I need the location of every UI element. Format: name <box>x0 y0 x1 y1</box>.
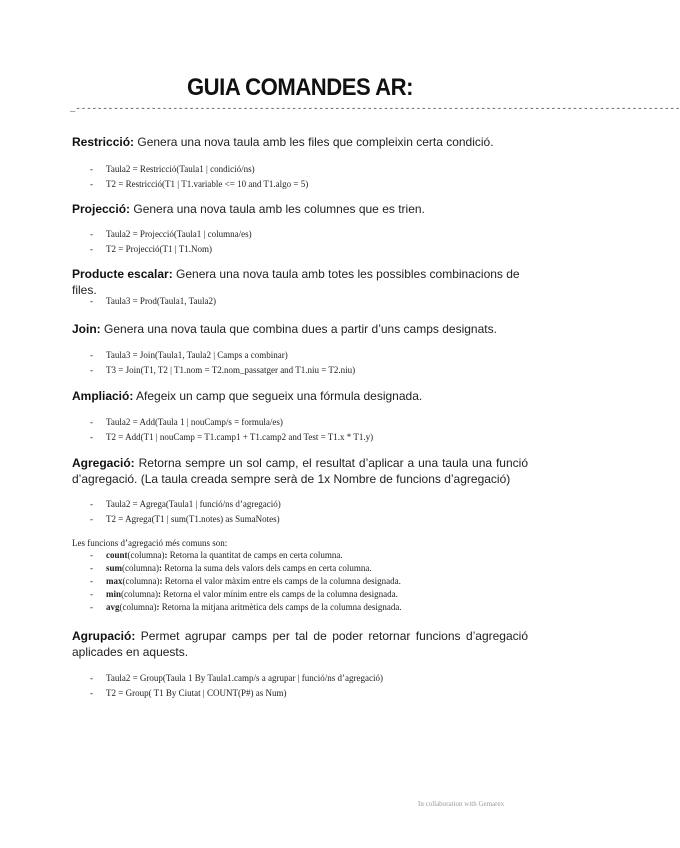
section-description: Genera una nova taula amb les files que compleixin certa condició. <box>134 135 494 149</box>
section-heading: Projecció: <box>72 202 131 216</box>
section-join <box>72 321 528 337</box>
section-heading: Producte escalar: <box>72 267 173 281</box>
section-restriccio <box>72 134 528 150</box>
command-list <box>90 227 252 257</box>
list-item: - Taula2 = Agrega(Taula1 | funció/ns d’agregació) <box>90 499 281 509</box>
section-description: Afegeix un camp que segueix una fórmula designada. <box>133 389 423 403</box>
command-list <box>90 671 383 701</box>
page-title: GUIA COMANDES AR: <box>186 74 414 101</box>
list-item: - Taula2 = Projecció(Taula1 | columna/es) <box>90 229 252 239</box>
section-description: Permet agrupar camps per tal de poder retornar funcions d’agregació aplicades en aquests. <box>72 629 528 659</box>
list-item: - Taula2 = Restricció(Taula1 | condició/ns) <box>90 164 255 174</box>
list-item: - Taula2 = Add(Taula 1 | nouCamp/s = formula/es) <box>90 417 283 427</box>
list-item: - max(columna): Retorna el valor màxim entre els camps de la columna designada. <box>90 576 401 586</box>
list-item: - Taula3 = Prod(Taula1, Taula2) <box>90 296 216 306</box>
list-item: - sum(columna): Retorna la suma dels valors dels camps en certa columna. <box>90 563 372 573</box>
section-description: Genera una nova taula que combina dues a partir d’uns camps designats. <box>100 322 497 336</box>
section-agregacio <box>72 455 528 487</box>
list-item: - T2 = Agrega(T1 | sum(T1.notes) as SumaNotes) <box>90 514 280 524</box>
section-heading: Join: <box>72 322 101 336</box>
section-heading: Agregació: <box>72 456 135 470</box>
section-heading: Ampliació: <box>72 389 134 403</box>
separator-rule: _---------------------------------------------------------------------------------------------------------------- <box>70 104 680 114</box>
list-item: - count(columna): Retorna la quantitat de camps en certa columna. <box>90 550 343 560</box>
aggregation-function-list <box>90 549 402 614</box>
list-item: - T2 = Projecció(T1 | T1.Nom) <box>90 244 212 254</box>
section-description: Genera una nova taula amb totes les possibles combinacions de files. <box>72 267 520 297</box>
command-list <box>90 162 308 192</box>
section-projeccio <box>72 201 528 217</box>
command-list <box>90 415 373 445</box>
list-item: - Taula3 = Join(Taula1, Taula2 | Camps a combinar) <box>90 350 288 360</box>
section-ampliacio <box>72 388 528 404</box>
command-list <box>90 294 216 309</box>
list-item: - T2 = Restricció(T1 | T1.variable <= 10 and T1.algo = 5) <box>90 179 309 189</box>
list-item: - Taula2 = Group(Taula 1 By Taula1.camp/s a agrupar | funció/ns d’agregació) <box>90 673 383 683</box>
section-description: Retorna sempre un sol camp, el resultat d’aplicar a una taula una funció d’agregació. (La taula creada sempre serà de 1x Nombre de funcions d’agregació) <box>72 456 528 486</box>
section-heading: Agrupació: <box>72 629 136 643</box>
list-item: - T3 = Join(T1, T2 | T1.nom = T2.nom_passatger and T1.niu = T2.niu) <box>90 365 356 375</box>
list-item: - avg(columna): Retorna la mitjana aritmètica dels camps de la columna designada. <box>90 602 402 612</box>
command-list <box>90 348 355 378</box>
section-heading: Restricció: <box>72 135 135 149</box>
list-item: - T2 = Group( T1 By Ciutat | COUNT(P#) as Num) <box>90 688 287 698</box>
list-item: - min(columna): Retorna el valor mínim entre els camps de la columna designada. <box>90 589 398 599</box>
aggregation-intro: Les funcions d’agregació més comuns son: <box>72 538 228 548</box>
list-item: - T2 = Add(T1 | nouCamp = T1.camp1 + T1.camp2 and Test = T1.x * T1.y) <box>90 432 374 442</box>
command-list <box>90 497 281 527</box>
footer-credit: In collaboration with Gemarex <box>418 800 505 808</box>
section-description: Genera una nova taula amb les columnes que es trien. <box>130 202 425 216</box>
section-agrupacio <box>72 628 528 660</box>
